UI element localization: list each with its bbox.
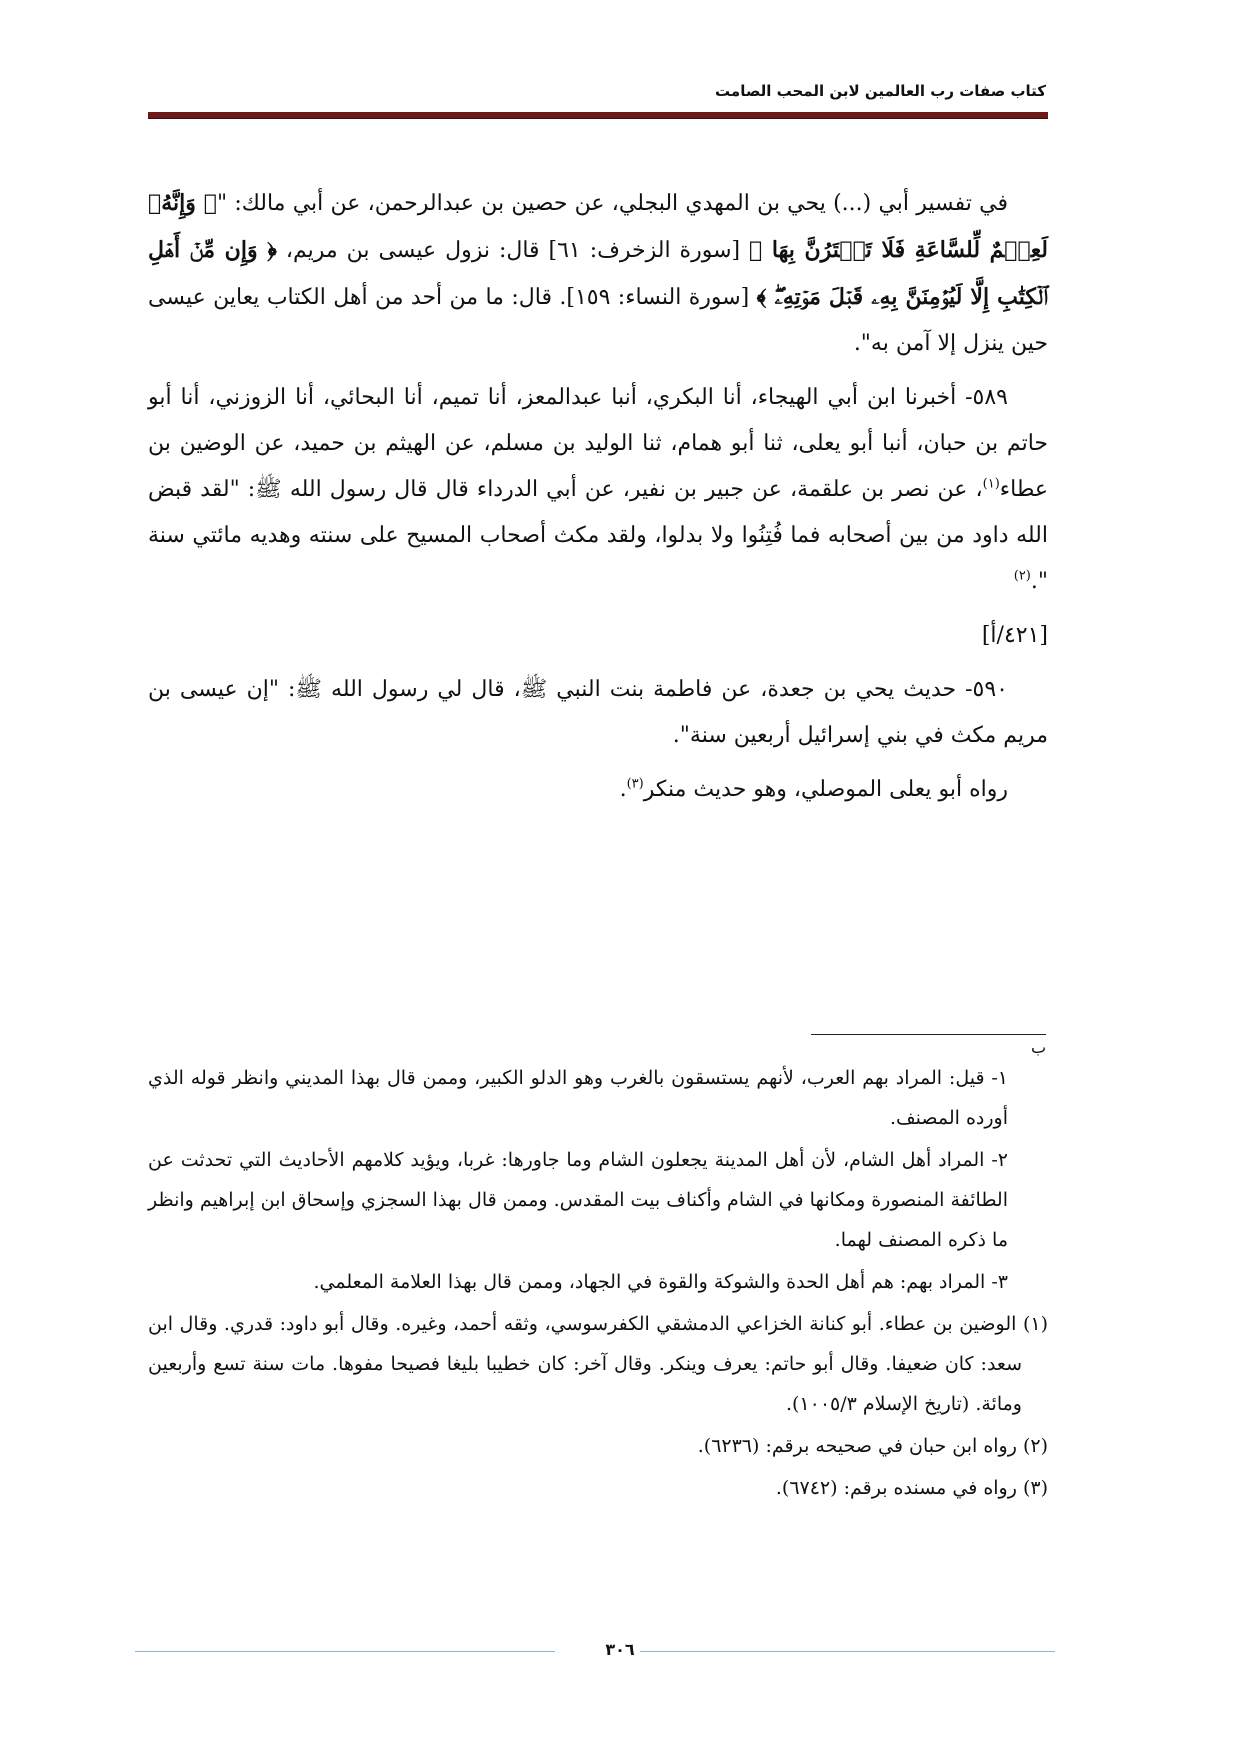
quran-verse-nisa: ﴿ وَإِن مِّنۡ أَهۡلِ ٱلۡكِتَٰبِ إِلَّا لَيُؤۡمِنَنَّ بِهِۦ قَبۡلَ مَوۡتِهِۦۖ ﴾	[148, 237, 1049, 310]
footnote-ref-2[interactable]: (٢)	[1013, 568, 1031, 584]
page-number: ٣٠٦	[605, 1640, 635, 1659]
footnote-1: (١) الوضين بن عطاء. أبو كنانة الخزاعي الدمشقي الكفرسوسي، وثقه أحمد، وغيره. وقال أبو داود: قدري. وقال ابن سعد: كان ضعيفا. وقال أبو حاتم: يعرف وينكر. وقال آخر: كان خطيبا بليغا فصيحا مفوها. مات سنة تسع وأربعين ومائة. (تاريخ الإسلام ١٠٠٥/٣).	[148, 1313, 1048, 1415]
paragraph-tafsir	[148, 180, 1048, 367]
hadith-590-note	[148, 767, 1048, 813]
footnote-ref-3[interactable]: (٣)	[626, 776, 644, 792]
hadith-589-part1: ٥٨٩- أخبرنا ابن أبي الهيجاء، أنا البكري، أنبا عبدالمعز، أنا تميم، أنا البحائي، أنا الزوزني، أنا أبو حاتم بن حبان، أنبا أبو يعلى، ثنا أبو همام، ثنا الوليد بن مسلم، عن الهيثم بن حميد، عن الوضين بن عطاء	[148, 385, 1048, 502]
footnote-separator	[811, 1034, 1046, 1035]
hadith-589	[148, 375, 1048, 605]
hadith-590: ٥٩٠- حديث يحي بن جعدة، عن فاطمة بنت النبي ﷺ، قال لي رسول الله ﷺ: "إن عيسى بن مريم مكث في بني إسرائيل أربعين سنة".	[148, 677, 1048, 748]
footnote-3: (٣) رواه في مسنده برقم: (٦٧٤٢).	[775, 1477, 1048, 1499]
running-header-title: كتاب صفات رب العالمين لابن المحب الصامت	[715, 82, 1046, 100]
hadith-590-note-end: .	[619, 777, 627, 802]
footnote-note-3: ٣- المراد بهم: هم أهل الحدة والشوكة والقوة في الجهاد، وممن قال بهذا العلامة المعلمي.	[313, 1271, 1008, 1293]
header-rule	[148, 112, 1048, 119]
footnote-note-1: ١- قيل: المراد بهم العرب، لأنهم يستسقون بالغرب وهو الدلو الكبير، وممن قال بهذا المديني وانظر قوله الذي أورده المصنف.	[148, 1067, 1008, 1129]
quran-verse-zukhruf: ﴿ وَإِنَّهُۥ لَعِلۡمٌ لِّلسَّاعَةِ فَلَا تَمۡتَرُنَّ بِهَا ﴾	[148, 190, 1049, 263]
main-text	[148, 180, 1048, 821]
footnote-ref-1[interactable]: (١)	[982, 476, 1000, 492]
footnote-continuation-mark: ب	[1030, 1038, 1046, 1057]
paragraph-tafsir-part2: [سورة الزخرف: ٦١] قال: نزول عيسى بن مريم،	[276, 238, 750, 263]
paragraph-tafsir-part3: [سورة النساء: ١٥٩]. قال: ما من أحد من أهل الكتاب يعاين عيسى حين ينزل إلا آمن به".	[148, 285, 1048, 356]
paragraph-tafsir-part1: في تفسير أبي (...) يحي بن المهدي البجلي، عن حصين بن عبدالرحمن، عن أبي مالك: "	[216, 191, 1008, 216]
hadith-590-note-text: رواه أبو يعلى الموصلي، وهو حديث منكر	[643, 777, 1008, 802]
footnotes	[148, 1058, 1048, 1510]
manuscript-folio-marker: [٤٢١/أ]	[981, 623, 1048, 648]
hadith-589-part2: ، عن نصر بن علقمة، عن جبير بن نفير، عن أبي الدرداء قال قال رسول الله ﷺ: "لقد قبض الله داود من بين أصحابه فما فُتِنُوا ولا بدلوا، ولقد مكث أصحاب المسيح على سنته وهديه مائتي سنة ".	[148, 477, 1048, 594]
footnote-note-2: ٢- المراد أهل الشام، لأن أهل المدينة يجعلون الشام وما جاورها: غربا، ويؤيد كلامهم الأحاديث التي تحدثت عن الطائفة المنصورة ومكانها في الشام وأكناف بيت المقدس. وممن قال بهذا السجزي وإسحاق ابن إبراهيم وانظر ما ذكره المصنف لهما.	[148, 1149, 1008, 1251]
footnote-2: (٢) رواه ابن حبان في صحيحه برقم: (٦٢٣٦).	[697, 1435, 1048, 1457]
